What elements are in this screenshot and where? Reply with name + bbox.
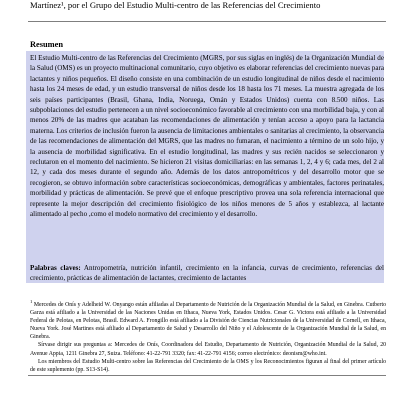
footnote-affiliations (30, 301, 386, 341)
footnote-affiliations-text: Mercedes de Onís y Adelheid W. Onyango están afiliadas al Departamento de Nutrición de la Organización Mundial de la Salud, en Ginebra. Cutberto Garza está afiliado a la Universidad de las Naciones Unidas en Ithaca, Nueva York, Estados Unidos. Cesar G. Victora está afiliado a la Universidad Federal de Pelotas, en Pelotas, Brasil. Edward A. Frongillo está afiliado a la División de Ciencias Nutricionales de la Universidad de Cornell, en Ithaca, Nueva York. José Martines está afiliado al Departamento de Salud y Desarrollo del Niño y el Adolescente de la Organización Mundial de la Salud, en Ginebra. (30, 302, 386, 341)
footnote-marker: 1 (30, 299, 33, 305)
keywords-paragraph (30, 264, 384, 283)
abstract-body: El Estudio Multi-centro de las Referencias del Crecimiento (MGRS, por sus siglas en inglés) de la Organización Mundial de la Salud (OMS) es un proyecto multinacional comunitario, cuyo objetivo es elaborar referencias del crecimiento nuevas para lactantes y niños pequeños. El diseño consiste en una combinación de un estudio longitudinal de niños desde el nacimiento hasta los 24 meses de edad, y un estudio transversal de niños desde los 18 hasta los 71 meses. La muestra agregada de los seis países participantes (Brasil, Ghana, India, Noruega, Omán y Estados Unidos) cuenta con 8.500 niños. Las subpoblaciones del estudio pertenecen a un nivel socioeconómico favorable al crecimiento con una morbilidad baja, y con al menos 20% de las madres que acataban las recomendaciones de alimentación y tenían acceso a apoyo para la lactancia materna. Los criterios de inclusión fueron la ausencia de limitaciones ambientales o sanitarias al crecimiento, la observancia de las recomendaciones de alimentación del MGRS, que las madres no fumaran, el nacimiento a término de un solo hijo, y la ausencia de morbilidad significativa. En el estudio longitudinal, las madres y sus recién nacidos se seleccionaron y reclutaron en el momento del nacimiento. Se hicieron 21 visitas domiciliarias: en las semanas 1, 2, 4 y 6; cada mes, del 2 al 12, y cada dos meses durante el segundo año. Además de los datos antropométricos y del desarrollo motor que se recogieron, se obtuvo información sobre características socioeconómicas, demográficas y ambientales, factores perinatales, morbilidad y prácticas de alimentación. Se prevé que el enfoque prescriptivo provea una sola referencia internacional que represente la mejor descripción del crecimiento fisiológico de los niños menores de 5 años y establezca, al lactante alimentado al pecho ,como el modelo normativo del crecimiento y el desarrollo. (30, 54, 384, 219)
footnote-contact: Sírvase dirigir sus preguntas a: Mercedes de Onís, Coordinadora del Estudio, Departamento de Nutrición, Organización Mundial de la Salud, 20 Avenue Appia, 1211 Ginebra 27, Suiza. Teléfono: 41-22-791 3320; fax: 41-22-791 4156; correo electrónico: deonism@who.int. (30, 342, 386, 357)
continued-author-line: Martínez¹, por el Grupo del Estudio Multi-centro de las Referencias del Crecimiento (30, 0, 321, 10)
keywords-text: Antropometría, nutrición infantil, crecimiento en la infancia, curvas de crecimiento, referencias del crecimiento, prácticas de alimentación de lactantes, crecimiento de lactantes (30, 264, 384, 282)
footnote-divider (28, 375, 386, 376)
header-divider (28, 21, 386, 22)
abstract-heading: Resumen (30, 40, 64, 49)
footnote-members: Los miembros del Estudio Multi-centro sobre las Referencias del Crecimiento de la OMS y los Reconocimientos figuran al final del primer artículo de este suplemento (pp. S13-S14). (30, 358, 386, 373)
keywords-label: Palabras claves: (30, 264, 81, 272)
footnotes (30, 301, 386, 374)
